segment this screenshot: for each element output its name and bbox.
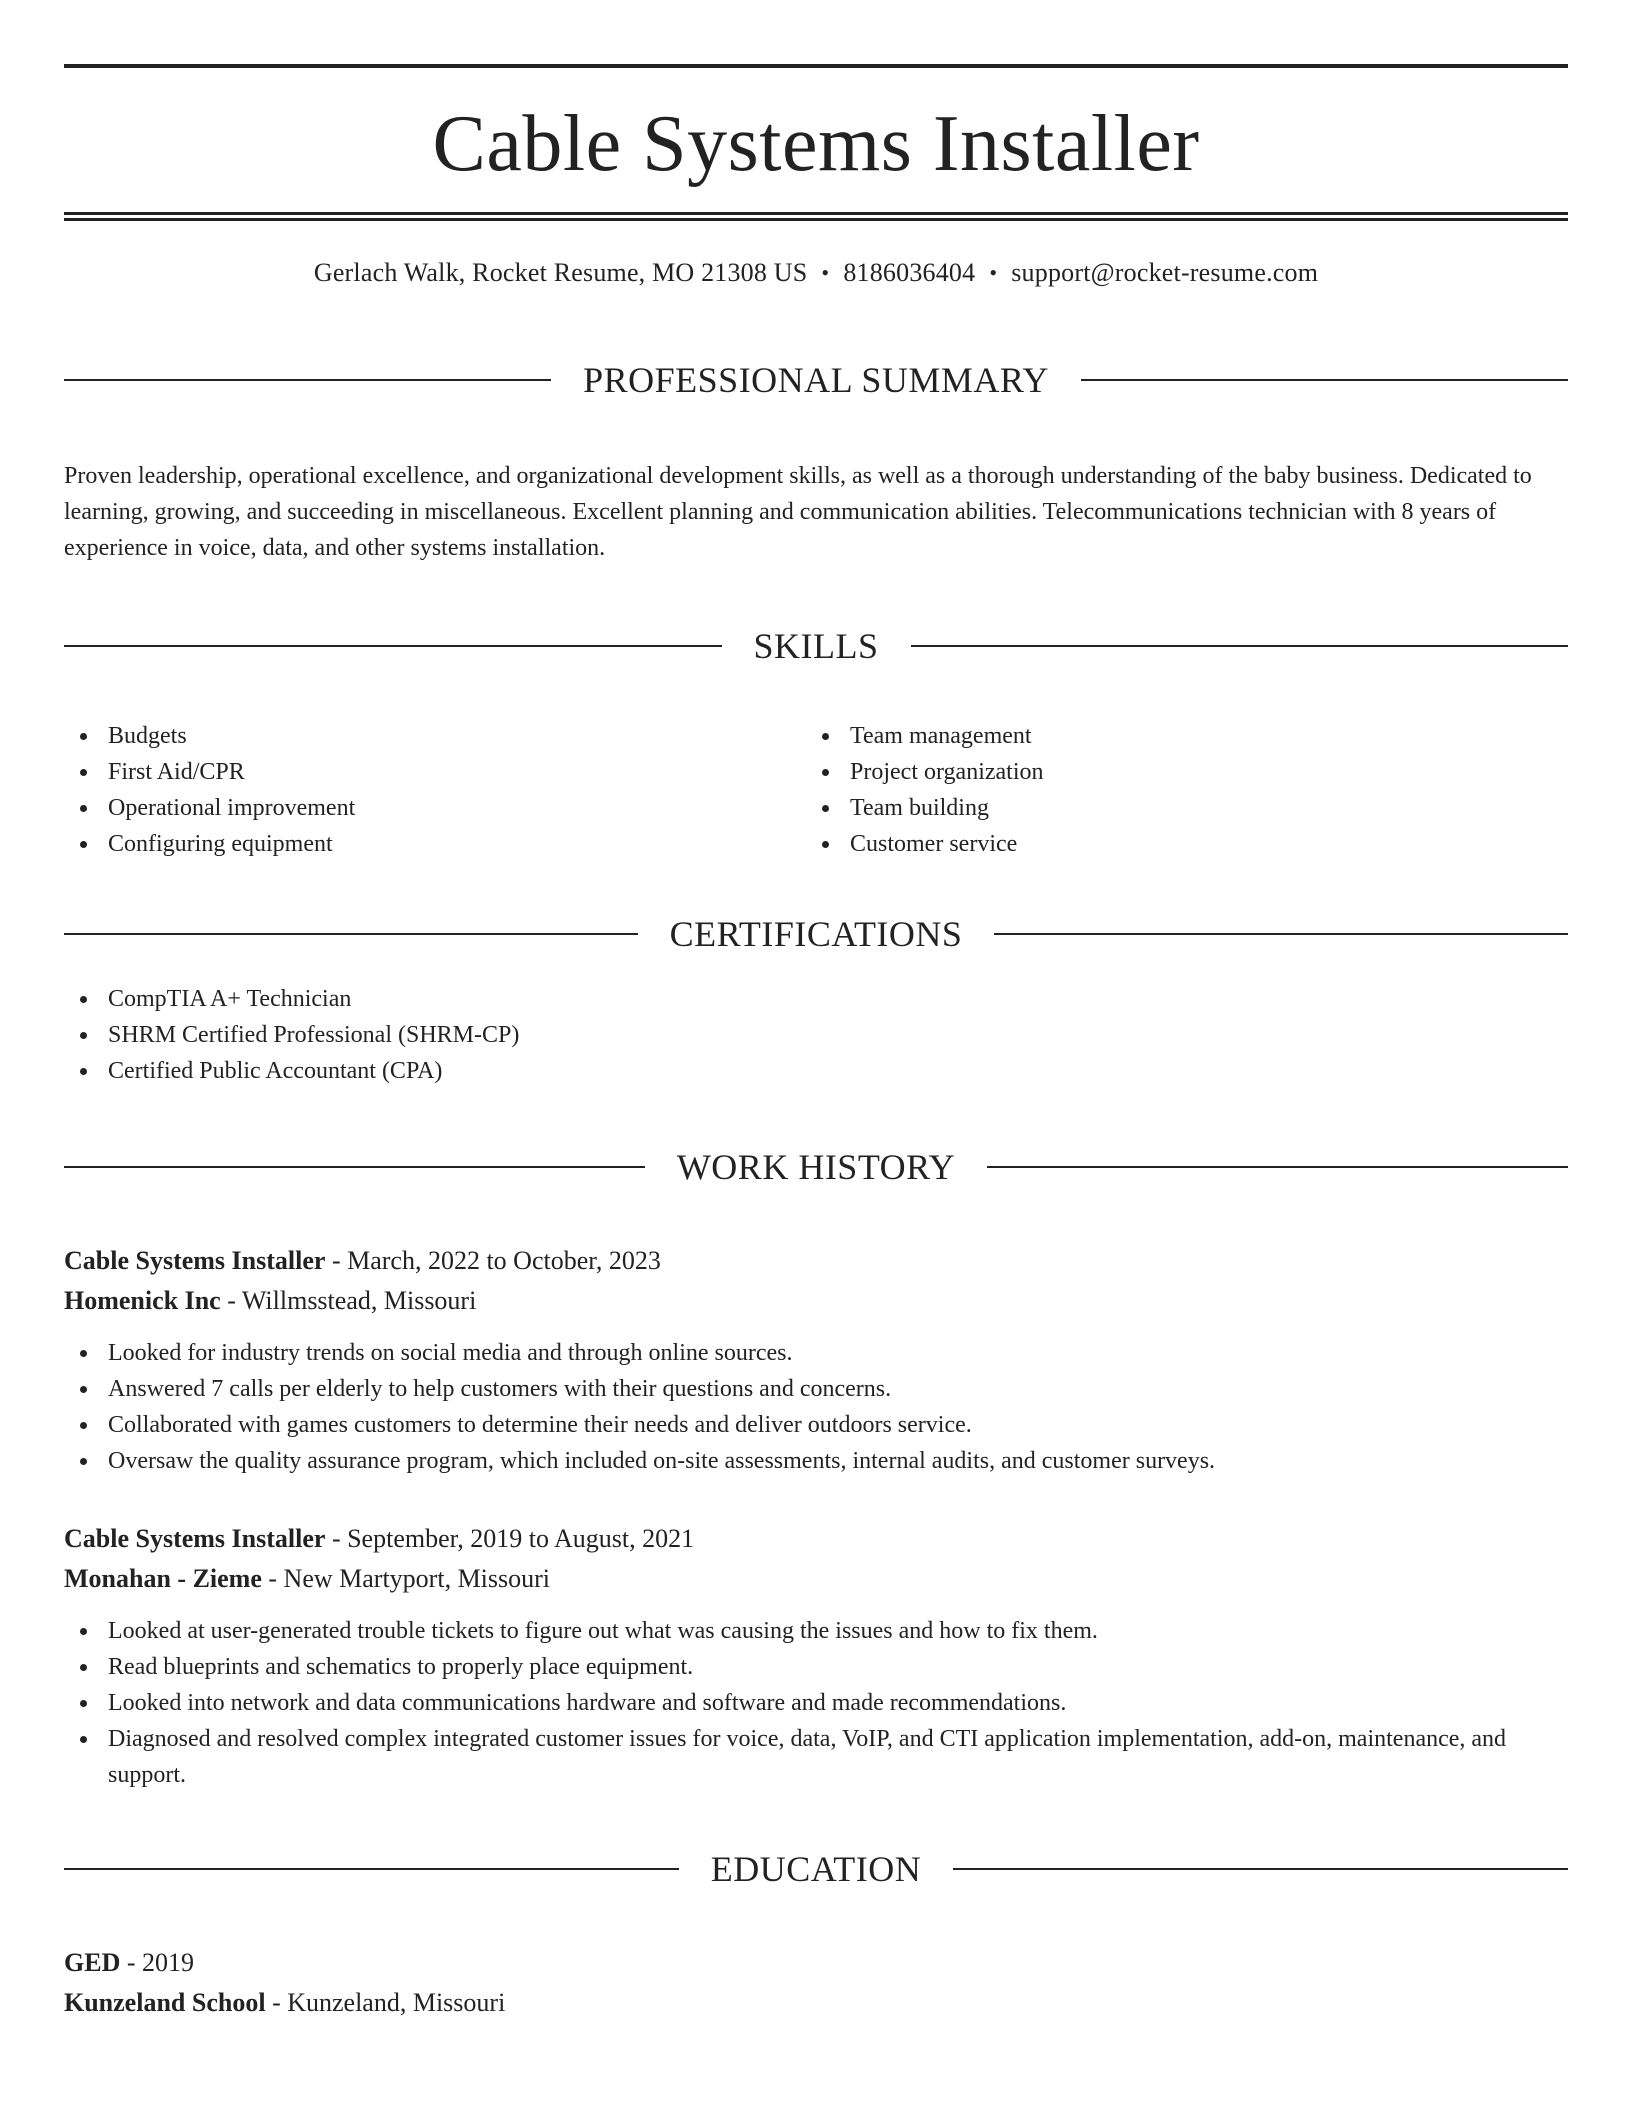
job-title: Cable Systems Installer — [64, 1246, 326, 1276]
education-year: - 2019 — [120, 1947, 195, 1977]
job-entry — [64, 1241, 1568, 1479]
section-title-summary: PROFESSIONAL SUMMARY — [583, 360, 1049, 401]
skills-list — [64, 718, 1568, 862]
job-duty-item: Answered 7 calls per elderly to help customers with their questions and concerns. — [64, 1371, 1568, 1407]
section-rule-right — [994, 933, 1568, 935]
section-rule-right — [953, 1868, 1568, 1870]
section-title-work-history: WORK HISTORY — [676, 1147, 956, 1188]
section-header-skills — [64, 598, 1568, 694]
resume-title: Cable Systems Installer — [432, 100, 1200, 188]
section-title-skills: SKILLS — [753, 625, 879, 666]
section-rule-left — [64, 645, 722, 647]
certification-item: SHRM Certified Professional (SHRM-CP) — [64, 1017, 1568, 1053]
skill-item: Operational improvement — [64, 790, 806, 826]
job-entry — [64, 1519, 1568, 1793]
contact-separator: • — [989, 260, 998, 285]
job-dates: - March, 2022 to October, 2023 — [325, 1246, 661, 1276]
job-duty-item: Read blueprints and schematics to properly place equipment. — [64, 1649, 1568, 1685]
skill-item: Project organization — [806, 754, 1548, 790]
education-degree: GED — [64, 1947, 121, 1977]
contact-address: Gerlach Walk, Rocket Resume, MO 21308 US — [313, 258, 808, 287]
education-degree-line — [64, 1943, 1568, 1983]
contact-separator: • — [821, 260, 830, 285]
section-title-education: EDUCATION — [710, 1849, 922, 1890]
skill-item: Configuring equipment — [64, 826, 806, 862]
job-duty-item: Looked at user-generated trouble tickets to figure out what was causing the issues and how to fix them. — [64, 1613, 1568, 1649]
job-duty-item: Looked into network and data communications hardware and software and made recommendations. — [64, 1685, 1568, 1721]
section-rule-left — [64, 933, 638, 935]
section-rule-left — [64, 379, 551, 381]
job-duty-item: Collaborated with games customers to determine their needs and deliver outdoors service. — [64, 1407, 1568, 1443]
section-rule-right — [987, 1166, 1568, 1168]
section-rule-left — [64, 1166, 645, 1168]
skills-column-right — [806, 718, 1548, 862]
education-school: Kunzeland School — [64, 1987, 266, 2017]
title-double-rule — [64, 212, 1568, 221]
section-header-summary — [64, 332, 1568, 428]
job-company: Monahan - Zieme — [64, 1564, 262, 1594]
section-rule-left — [64, 1868, 679, 1870]
job-dates: - September, 2019 to August, 2021 — [325, 1524, 695, 1554]
job-company-line — [64, 1559, 1568, 1599]
section-header-education — [64, 1821, 1568, 1917]
certifications-list — [64, 981, 1568, 1089]
job-location: - Willmsstead, Missouri — [220, 1286, 477, 1316]
job-title-line — [64, 1519, 1568, 1559]
section-rule-right — [911, 645, 1569, 647]
job-title-line — [64, 1241, 1568, 1281]
job-title: Cable Systems Installer — [64, 1524, 326, 1554]
resume-page — [64, 64, 1568, 2023]
job-duties — [64, 1335, 1568, 1479]
job-location: - New Martyport, Missouri — [261, 1564, 551, 1594]
skill-item: Budgets — [64, 718, 806, 754]
skills-column-left — [64, 718, 806, 862]
job-company: Homenick Inc — [64, 1286, 221, 1316]
skill-item: First Aid/CPR — [64, 754, 806, 790]
education-school-line — [64, 1983, 1568, 2023]
certification-item: Certified Public Accountant (CPA) — [64, 1053, 1568, 1089]
certification-item: CompTIA A+ Technician — [64, 981, 1568, 1017]
contact-phone: 8186036404 — [843, 258, 976, 287]
section-header-certifications — [64, 886, 1568, 982]
job-duty-item: Oversaw the quality assurance program, which included on-site assessments, internal audits, and customer surveys. — [64, 1443, 1568, 1479]
summary-text: Proven leadership, operational excellence, and organizational development skills, as well as a thorough understanding of the baby business. Dedicated to learning, growing, and succeeding in miscellaneous. Excellent planning and communication abilities. Telecommunications technician with 8 years of experience in voice, data, and other systems installation. — [64, 462, 1532, 561]
job-duty-item: Looked for industry trends on social media and through online sources. — [64, 1335, 1568, 1371]
contact-email: support@rocket-resume.com — [1011, 258, 1319, 287]
contact-line — [64, 257, 1568, 288]
job-company-line — [64, 1281, 1568, 1321]
skill-item: Team management — [806, 718, 1548, 754]
education-location: - Kunzeland, Missouri — [265, 1987, 506, 2017]
skill-item: Team building — [806, 790, 1548, 826]
top-rule — [64, 64, 1568, 68]
job-duties — [64, 1613, 1568, 1793]
job-duty-item: Diagnosed and resolved complex integrated customer issues for voice, data, VoIP, and CTI application implementation, add-on, maintenance, and support. — [64, 1721, 1568, 1793]
section-title-certifications: CERTIFICATIONS — [669, 913, 963, 954]
education-entry — [64, 1943, 1568, 2023]
section-rule-right — [1081, 379, 1568, 381]
section-header-work-history — [64, 1119, 1568, 1215]
skill-item: Customer service — [806, 826, 1548, 862]
